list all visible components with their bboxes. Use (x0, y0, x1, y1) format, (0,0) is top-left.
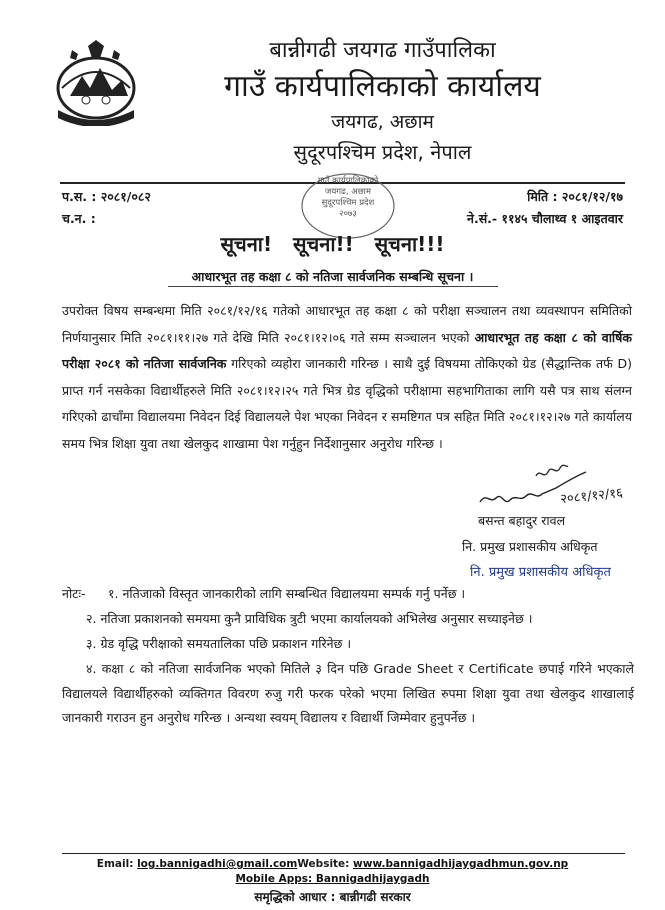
signatory-stamp: नि. प्रमुख प्रशासकीय अधिकृत (470, 565, 611, 580)
province-country: सुदूरपश्चिम प्रदेश, नेपाल (293, 140, 472, 164)
mobile-apps (0, 873, 665, 885)
footer-divider (62, 853, 625, 854)
website-label: Website: (297, 858, 354, 870)
office-name: गाउँ कार्यपालिकाको कार्यालय (224, 69, 541, 104)
notice-body (62, 298, 632, 457)
nepal-emblem-icon (42, 38, 150, 126)
stamp-text-4: २०७३ (339, 209, 357, 219)
notice-heading: सूचना! सूचना!! सूचना!!! (220, 232, 445, 256)
website-link[interactable]: www.bannigadhijaygadhmun.gov.np (353, 858, 569, 870)
stamp-text-2: जयगढ, अछाम (325, 187, 371, 197)
dispatch-number: च.न. : (62, 211, 96, 226)
signature-date: २०८१/१२/१६ (559, 485, 624, 508)
note-item: २. नतिजा प्रकाशनको समयमा कुनै प्राविधिक त्रुटी भएमा कार्यालयको अभिलेख अनुसार सच्याइनेछ । (86, 611, 533, 626)
signatory-name: बसन्त बहादुर रावल (478, 513, 566, 528)
footer-motto: समृद्धिको आधार : बान्नीगढी सरकार (254, 890, 411, 904)
signatory-title: नि. प्रमुख प्रशासकीय अधिकृत (462, 539, 598, 554)
body-text-1: उपरोक्त विषय सम्बन्धमा मिति २०८१/१२/१६ गतेको आधारभूत तह कक्षा ८ को परीक्षा सञ्चालन तथा व्यवस्थापन समितिको निर्णयानुसार मिति २०८१।११।२७ गते देखि मिति २०८१।१२।०६ गते सम्म सञ्चालन भएको (62, 303, 632, 345)
note-item: १. नतिजाको विस्तृत जानकारीको लागि सम्बन्धित विद्यालयमा सम्पर्क गर्नु पर्नेछ । (108, 586, 466, 601)
notice-subject: आधारभूत तह कक्षा ८ को नतिजा सार्वजनिक सम्बन्धि सूचना । (191, 269, 474, 284)
footer-contacts (0, 858, 665, 870)
email-link[interactable]: log.bannigadhi@gmail.com (137, 858, 298, 870)
subject-underline (168, 286, 498, 287)
nepal-era-date: ने.सं.- ११४५ चौलाथ्व १ आइतवार (467, 211, 623, 226)
body-text-bold: आधारभूत तह कक्षा ८ को वार्षिक परीक्षा २०८१ को नतिजा सार्वजनिक (62, 329, 632, 371)
body-text-2: गरिएको व्यहोरा जानकारी गरिन्छ । साथै दुई विषयमा तोकिएको ग्रेड (सैद्धान्तिक तर्फ D) प्राप्त गर्न नसकेका विद्यार्थीहरुले मिति २०८१।१२।२५ गते भित्र ग्रेड वृद्धिको परीक्षामा सहभागिताका लागि यसै पत्र साथ संलग्न गरिएको ढाचाँमा विद्यालयमा निवेदन दिई विद्यालयले पेश भएका निवेदन र समष्टिगत पत्र सहित मिति २०८१।१२।२७ गते कार्यालय समय भित्र शिक्षा युवा तथा खेलकुद शाखामा पेश गर्नुहुन निर्देशानुसार अनुरोध गरिन्छ । (62, 356, 632, 451)
office-location: जयगढ, अछाम (331, 111, 434, 133)
reference-number: प.स. : २०८१/०८२ (62, 189, 151, 204)
note-item: ३. ग्रेड वृद्धि परीक्षाको समयतालिका पछि प्रकाशन गरिनेछ । (86, 636, 352, 651)
mobile-apps-text[interactable]: Mobile Apps: Bannigadhijaygadh (235, 873, 430, 885)
municipality-name: बान्नीगढी जयगढ गाउँपालिका (269, 38, 496, 63)
letter-date: मिति : २०८१/१२/१७ (527, 189, 623, 204)
email-label: Email: (96, 858, 138, 870)
note-item: ४. कक्षा ८ को नतिजा सार्वजनिक भएको मितिले ३ दिन पछि Grade Sheet र Certificate छपाई गरिने भएकाले विद्यालयले विद्यार्थीहरुको व्यक्तिगत विवरण रुजु गरी फरक परेको भएमा लिखित रुपमा शिक्षा युवा तथा खेलकुद शाखालाई जानकारी गराउन हुन अनुरोध गरिन्छ । अन्यथा स्वयम् विद्यालय र विद्यार्थी जिम्मेवार हुनुपर्नेछ । (62, 661, 634, 725)
notes-label: नोटः- (62, 586, 86, 601)
stamp-text-1: गाउँ कार्यपालिकाको (317, 176, 379, 186)
stamp-text-3: सुदूरपश्चिम प्रदेश (321, 198, 375, 208)
